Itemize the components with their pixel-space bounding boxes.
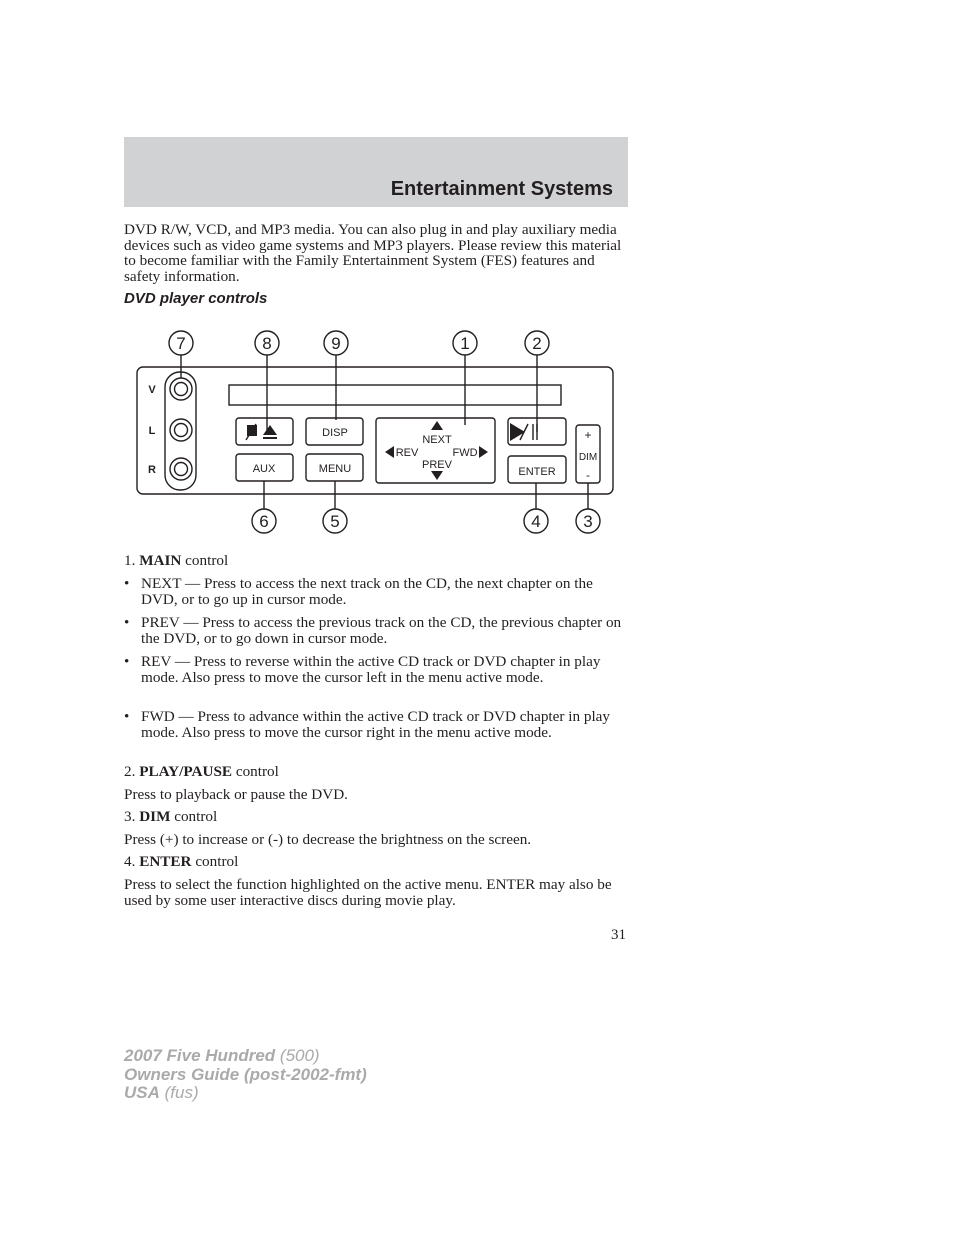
- rev-label: REV: [395, 447, 419, 459]
- list-item: • REV — Press to reverse within the active CD track or DVD chapter in play mode. Also press to move the cursor left in the menu active mode.: [124, 653, 601, 687]
- jack-label-r: R: [148, 464, 156, 476]
- callout-4: 4: [531, 512, 541, 531]
- list-item: • PREV — Press to access the previous track on the CD, the previous chapter on the DVD, or to go down in cursor mode.: [124, 614, 622, 648]
- jack-label-l: L: [148, 425, 156, 437]
- item-2-heading: 2. PLAY/PAUSE control: [124, 763, 279, 780]
- disc-slot: [229, 385, 561, 405]
- enter-label: ENTER: [518, 466, 556, 478]
- callout-1: 1: [460, 334, 470, 353]
- next-label: NEXT: [422, 434, 452, 446]
- callout-3: 3: [583, 512, 593, 531]
- up-arrow-icon: [431, 421, 443, 430]
- menu-label: MENU: [318, 463, 352, 475]
- item-4-heading: 4. ENTER control: [124, 853, 239, 870]
- callout-5: 5: [330, 512, 340, 531]
- fwd-label: FWD: [452, 447, 478, 459]
- callout-6: 6: [259, 512, 269, 531]
- subheading: DVD player controls: [124, 290, 268, 307]
- callout-2: 2: [532, 334, 542, 353]
- stop-eject-button: [236, 418, 293, 445]
- callout-8: 8: [262, 334, 272, 353]
- prev-label: PREV: [422, 459, 452, 471]
- eject-icon: [263, 425, 277, 435]
- list-item: • FWD — Press to advance within the active CD track or DVD chapter in play mode. Also press to move the cursor right in the menu active mode.: [124, 708, 610, 742]
- left-arrow-icon: [385, 446, 394, 458]
- stop-icon: [247, 425, 257, 436]
- item-1-heading: 1. MAIN control: [124, 552, 229, 569]
- list-item: • NEXT — Press to access the next track on the CD, the next chapter on the DVD, or to go up in cursor mode.: [124, 575, 593, 609]
- aux-label: AUX: [252, 463, 276, 475]
- dim-minus-label: -: [586, 468, 590, 482]
- item-2-description: Press to playback or pause the DVD.: [124, 786, 348, 803]
- dim-plus-label: +: [584, 428, 592, 442]
- intro-paragraph: DVD R/W, VCD, and MP3 media. You can also plug in and play auxiliary media devices such as video game systems and MP3 players. Please review this material to become familiar with the Family Entertainment System (FES) features and safety information.: [124, 221, 622, 286]
- disp-label: DISP: [322, 427, 348, 439]
- item-4-description: Press to select the function highlighted on the active menu. ENTER may also be used by some user interactive discs during movie play.: [124, 876, 612, 910]
- dvd-controls-diagram: [124, 322, 624, 544]
- callout-7: 7: [176, 334, 186, 353]
- play-icon: [510, 423, 525, 441]
- item-3-description: Press (+) to increase or (-) to decrease the brightness on the screen.: [124, 831, 532, 848]
- right-arrow-icon: [479, 446, 488, 458]
- section-title: Entertainment Systems: [390, 178, 613, 200]
- callout-9: 9: [331, 334, 341, 353]
- dim-label: DIM: [578, 452, 598, 463]
- down-arrow-icon: [431, 471, 443, 480]
- jack-label-v: V: [148, 384, 156, 396]
- header-band: [124, 137, 628, 207]
- item-3-heading: 3. DIM control: [124, 808, 218, 825]
- page-number: 31: [611, 927, 626, 943]
- footer: 2007 Five Hundred (500) Owners Guide (post-2002-fmt) USA (fus): [124, 1046, 367, 1102]
